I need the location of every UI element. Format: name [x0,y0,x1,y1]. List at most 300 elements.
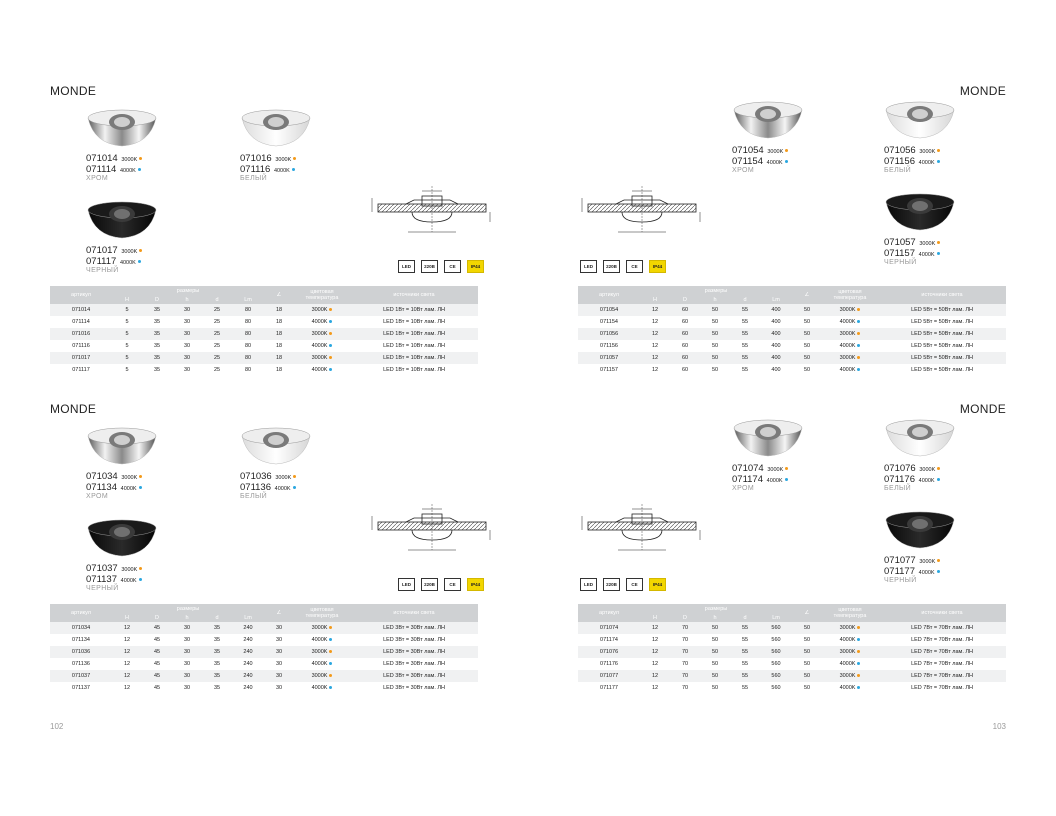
table-cell: 70 [670,622,700,634]
finish-label: БЕЛЫЙ [240,493,268,500]
product-codes [884,146,940,168]
table-cell: 3000K [822,304,878,316]
article-code: 071117 4000K [86,257,142,268]
table-cell: 12 [640,304,670,316]
table-cell: 60 [670,340,700,352]
table-cell: 35 [202,634,232,646]
table-row [50,682,478,694]
article-code: 071136 4000K [240,483,296,494]
article-code: 071037 3000K [86,564,142,575]
cool-light-dot-icon [293,486,296,489]
table-row [578,304,1006,316]
table-cell: 12 [640,646,670,658]
cool-light-dot-icon [857,638,860,641]
table-row [50,364,478,376]
table-cell: 12 [640,658,670,670]
warm-light-dot-icon [857,332,860,335]
col-header-light-source: источники света [878,604,1006,622]
table-cell: 50 [792,328,822,340]
article-code: 071176 4000K [884,475,940,486]
table-cell: 50 [700,340,730,352]
certification-badges [398,260,484,273]
white-fixture-photo [884,96,956,140]
table-cell: 35 [202,670,232,682]
col-header-color-temperature: цветовая температура [294,286,350,304]
table-cell: 3000K [822,622,878,634]
220-badge: 220В [421,578,438,591]
warm-light-dot-icon [937,241,940,244]
table-row [50,352,478,364]
table-cell: LED 7Вт = 70Вт лам. ЛН [878,646,1006,658]
product-codes [240,154,296,176]
col-header-dimension: D [670,614,700,622]
table-cell: 50 [700,658,730,670]
table-row [50,670,478,682]
table-cell: 45 [142,646,172,658]
table-cell: 30 [264,622,294,634]
table-cell: 25 [202,304,232,316]
product-codes [86,472,142,494]
table-cell: 5 [112,304,142,316]
cool-light-dot-icon [857,368,860,371]
table-cell: 50 [700,316,730,328]
table-cell: 3000K [294,352,350,364]
table-cell: 071137 [50,682,112,694]
col-header-dimension: d [730,614,760,622]
table-cell: 560 [760,646,792,658]
chrome-fixture-photo [86,422,158,466]
table-cell: LED 5Вт = 50Вт лам. ЛН [878,316,1006,328]
table-cell: 4000K [294,658,350,670]
article-code: 071114 4000K [86,165,142,176]
ce-badge: CE [444,260,461,273]
warm-light-dot-icon [329,650,332,653]
warm-light-dot-icon [329,674,332,677]
cool-light-dot-icon [785,478,788,481]
table-cell: 25 [202,364,232,376]
color-temperature: 3000K [121,475,138,481]
table-cell: 35 [142,364,172,376]
col-header-light-source: источники света [350,604,478,622]
table-cell: LED 7Вт = 70Вт лам. ЛН [878,634,1006,646]
table-cell: 4000K [294,340,350,352]
color-temperature: 4000K [918,160,935,166]
table-cell: 071016 [50,328,112,340]
table-cell: 50 [792,340,822,352]
section-title: MONDE [50,84,97,98]
table-cell: 30 [172,622,202,634]
table-cell: 35 [142,304,172,316]
table-cell: 30 [264,658,294,670]
table-cell: 400 [760,340,792,352]
col-header-dimension: h [172,296,202,304]
table-cell: 071154 [578,316,640,328]
table-cell: 30 [172,634,202,646]
table-row [578,670,1006,682]
warm-light-dot-icon [785,149,788,152]
table-cell: 400 [760,304,792,316]
table-cell: LED 1Вт = 10Вт лам. ЛН [350,352,478,364]
finish-label: ХРОМ [86,175,109,182]
color-temperature: 4000K [918,570,935,576]
cool-light-dot-icon [857,662,860,665]
table-cell: 70 [670,646,700,658]
section-title: MONDE [959,402,1006,416]
article-code: 071076 3000K [884,464,940,475]
product-codes [86,246,142,268]
product-codes [240,472,296,494]
white-fixture-photo [240,104,312,148]
page-number-left: 102 [50,722,64,731]
spec-table [578,604,1006,694]
color-temperature: 4000K [120,578,137,584]
table-row [50,304,478,316]
cool-light-dot-icon [329,344,332,347]
table-cell: 071036 [50,646,112,658]
table-cell: 50 [700,646,730,658]
table-cell: 25 [202,328,232,340]
ce-badge: CE [444,578,461,591]
table-cell: LED 5Вт = 50Вт лам. ЛН [878,340,1006,352]
col-header-sizes: размеры [640,604,792,614]
warm-light-dot-icon [329,626,332,629]
table-cell: 50 [792,364,822,376]
table-cell: LED 1Вт = 10Вт лам. ЛН [350,304,478,316]
section-title: MONDE [50,402,97,416]
table-cell: 12 [112,682,142,694]
table-cell: LED 7Вт = 70Вт лам. ЛН [878,682,1006,694]
col-header-dimension: Lm [232,296,264,304]
color-temperature: 3000K [767,149,784,155]
beam-angle-icon: ∠ [264,286,294,304]
certification-badges [580,260,666,273]
led-badge: LED [398,260,415,273]
table-cell: 60 [670,316,700,328]
table-cell: 071136 [50,658,112,670]
warm-light-dot-icon [329,308,332,311]
table-cell: 071017 [50,352,112,364]
article-code: 071116 4000K [240,165,296,176]
table-cell: 50 [700,328,730,340]
table-cell: LED 1Вт = 10Вт лам. ЛН [350,316,478,328]
table-cell: 50 [792,352,822,364]
table-cell: 35 [202,646,232,658]
article-code: 071134 4000K [86,483,142,494]
col-header-article: артикул [50,286,112,304]
table-cell: 30 [172,670,202,682]
table-cell: 55 [730,646,760,658]
finish-label: ХРОМ [732,167,755,174]
table-row [50,328,478,340]
table-cell: 55 [730,316,760,328]
table-cell: 240 [232,670,264,682]
warm-light-dot-icon [139,249,142,252]
table-cell: 5 [112,340,142,352]
col-header-dimension: H [640,614,670,622]
article-code: 071157 4000K [884,249,940,260]
technical-drawing [578,182,706,242]
col-header-dimension: Lm [760,296,792,304]
table-cell: 5 [112,364,142,376]
chrome-fixture-photo [86,104,158,148]
warm-light-dot-icon [785,467,788,470]
color-temperature: 3000K [919,241,936,247]
col-header-dimension: d [730,296,760,304]
warm-light-dot-icon [857,308,860,311]
color-temperature: 3000K [121,249,138,255]
table-cell: 80 [232,316,264,328]
table-cell: 071157 [578,364,640,376]
table-cell: LED 1Вт = 10Вт лам. ЛН [350,364,478,376]
col-header-dimension: h [700,296,730,304]
table-cell: 560 [760,670,792,682]
table-cell: 30 [264,646,294,658]
table-cell: 70 [670,658,700,670]
product-codes [884,238,940,260]
table-cell: 25 [202,316,232,328]
table-cell: 3000K [294,328,350,340]
spec-table [50,286,478,376]
cool-light-dot-icon [857,686,860,689]
color-temperature: 4000K [119,260,136,266]
col-header-light-source: источники света [350,286,478,304]
finish-label: ХРОМ [86,493,109,500]
table-cell: LED 3Вт = 30Вт лам. ЛН [350,622,478,634]
table-cell: 240 [232,682,264,694]
table-cell: 50 [792,682,822,694]
black-fixture-photo [86,196,158,240]
table-row [50,658,478,670]
table-cell: 240 [232,658,264,670]
finish-label: ХРОМ [732,485,755,492]
table-cell: 45 [142,622,172,634]
table-row [578,340,1006,352]
color-temperature: 3000K [767,467,784,473]
color-temperature: 3000K [919,559,936,565]
table-cell: 400 [760,364,792,376]
table-row [578,364,1006,376]
table-row [578,658,1006,670]
technical-drawing [368,182,496,242]
table-cell: 18 [264,328,294,340]
table-cell: 50 [792,622,822,634]
color-temperature: 4000K [918,252,935,258]
white-fixture-photo [240,422,312,466]
table-cell: 70 [670,682,700,694]
table-cell: 4000K [822,340,878,352]
table-cell: 12 [640,634,670,646]
col-header-sizes: размеры [112,286,264,296]
finish-label: ЧЕРНЫЙ [884,577,917,584]
table-cell: 071176 [578,658,640,670]
table-cell: 4000K [822,634,878,646]
220-badge: 220В [603,578,620,591]
warm-light-dot-icon [857,356,860,359]
led-badge: LED [580,578,597,591]
beam-angle-icon: ∠ [264,604,294,622]
table-cell: 35 [202,658,232,670]
table-cell: 50 [792,304,822,316]
table-cell: 12 [640,316,670,328]
page-number-right: 103 [992,722,1006,731]
table-cell: 50 [700,682,730,694]
table-cell: 071134 [50,634,112,646]
col-header-dimension: D [142,296,172,304]
col-header-article: артикул [50,604,112,622]
table-cell: 30 [172,682,202,694]
table-cell: 400 [760,316,792,328]
article-code: 071074 3000K [732,464,788,475]
finish-label: БЕЛЫЙ [240,175,268,182]
color-temperature: 3000K [919,467,936,473]
table-cell: 12 [640,670,670,682]
table-cell: 18 [264,352,294,364]
color-temperature: 4000K [274,486,291,492]
col-header-dimension: D [670,296,700,304]
warm-light-dot-icon [293,157,296,160]
table-cell: 50 [792,316,822,328]
table-cell: 45 [142,634,172,646]
table-cell: 55 [730,352,760,364]
section-title: MONDE [959,84,1006,98]
table-cell: 18 [264,340,294,352]
table-cell: 35 [142,328,172,340]
ip44-badge: IP44 [467,578,484,591]
table-cell: 4000K [294,634,350,646]
table-cell: 55 [730,340,760,352]
finish-label: ЧЕРНЫЙ [86,267,119,274]
table-cell: 18 [264,316,294,328]
table-cell: 35 [202,682,232,694]
table-cell: LED 3Вт = 30Вт лам. ЛН [350,682,478,694]
table-cell: 35 [142,352,172,364]
col-header-color-temperature: цветовая температура [822,286,878,304]
table-cell: 80 [232,340,264,352]
table-cell: 30 [172,646,202,658]
col-header-dimension: Lm [760,614,792,622]
cool-light-dot-icon [138,168,141,171]
table-cell: 55 [730,634,760,646]
table-row [50,340,478,352]
color-temperature: 4000K [120,486,137,492]
table-cell: 12 [640,622,670,634]
article-code: 071056 3000K [884,146,940,157]
table-cell: 240 [232,622,264,634]
table-cell: 071156 [578,340,640,352]
cool-light-dot-icon [292,168,295,171]
table-cell: 071056 [578,328,640,340]
table-cell: LED 5Вт = 50Вт лам. ЛН [878,304,1006,316]
spec-table [50,604,478,694]
led-badge: LED [398,578,415,591]
table-cell: 30 [172,304,202,316]
finish-label: ЧЕРНЫЙ [86,585,119,592]
chrome-fixture-photo [732,96,804,140]
product-section [50,84,481,404]
ce-badge: CE [626,260,643,273]
col-header-color-temperature: цветовая температура [822,604,878,622]
table-cell: 560 [760,682,792,694]
table-row [578,646,1006,658]
table-cell: 55 [730,670,760,682]
table-row [578,328,1006,340]
color-temperature: 3000K [121,567,138,573]
product-section [578,404,1006,722]
white-fixture-photo [884,414,956,458]
table-cell: 240 [232,646,264,658]
table-cell: 60 [670,328,700,340]
table-cell: 12 [640,328,670,340]
table-cell: 80 [232,364,264,376]
table-cell: 3000K [294,304,350,316]
table-cell: 240 [232,634,264,646]
product-codes [884,556,940,578]
table-cell: 4000K [822,316,878,328]
cool-light-dot-icon [937,478,940,481]
table-row [50,634,478,646]
black-fixture-photo [86,514,158,558]
cool-light-dot-icon [139,578,142,581]
table-cell: 5 [112,352,142,364]
col-header-sizes: размеры [112,604,264,614]
color-temperature: 4000K [918,478,935,484]
certification-badges [580,578,666,591]
table-cell: 3000K [294,622,350,634]
table-cell: 071114 [50,316,112,328]
color-temperature: 4000K [766,160,783,166]
col-header-dimension: h [172,614,202,622]
warm-light-dot-icon [857,674,860,677]
warm-light-dot-icon [139,475,142,478]
220-badge: 220В [603,260,620,273]
table-cell: 071057 [578,352,640,364]
col-header-dimension: d [202,296,232,304]
table-cell: 70 [670,634,700,646]
table-cell: 12 [640,682,670,694]
table-cell: 50 [700,670,730,682]
product-section [50,402,481,722]
cool-light-dot-icon [857,320,860,323]
col-header-article: артикул [578,604,640,622]
cool-light-dot-icon [329,368,332,371]
cool-light-dot-icon [937,252,940,255]
table-cell: 45 [142,682,172,694]
table-cell: 5 [112,316,142,328]
col-header-sizes: размеры [640,286,792,296]
warm-light-dot-icon [329,356,332,359]
table-cell: 80 [232,304,264,316]
table-row [50,646,478,658]
table-cell: 071077 [578,670,640,682]
table-cell: 12 [112,646,142,658]
warm-light-dot-icon [293,475,296,478]
table-cell: LED 3Вт = 30Вт лам. ЛН [350,646,478,658]
table-cell: 50 [700,364,730,376]
table-cell: 30 [172,658,202,670]
table-cell: 30 [264,670,294,682]
table-cell: 560 [760,622,792,634]
finish-label: БЕЛЫЙ [884,167,912,174]
table-cell: 60 [670,352,700,364]
table-cell: 30 [172,340,202,352]
article-code: 071154 4000K [732,157,788,168]
color-temperature: 3000K [919,149,936,155]
table-cell: 071117 [50,364,112,376]
product-codes [86,154,142,176]
color-temperature: 4000K [119,168,136,174]
warm-light-dot-icon [937,467,940,470]
table-cell: 30 [264,682,294,694]
